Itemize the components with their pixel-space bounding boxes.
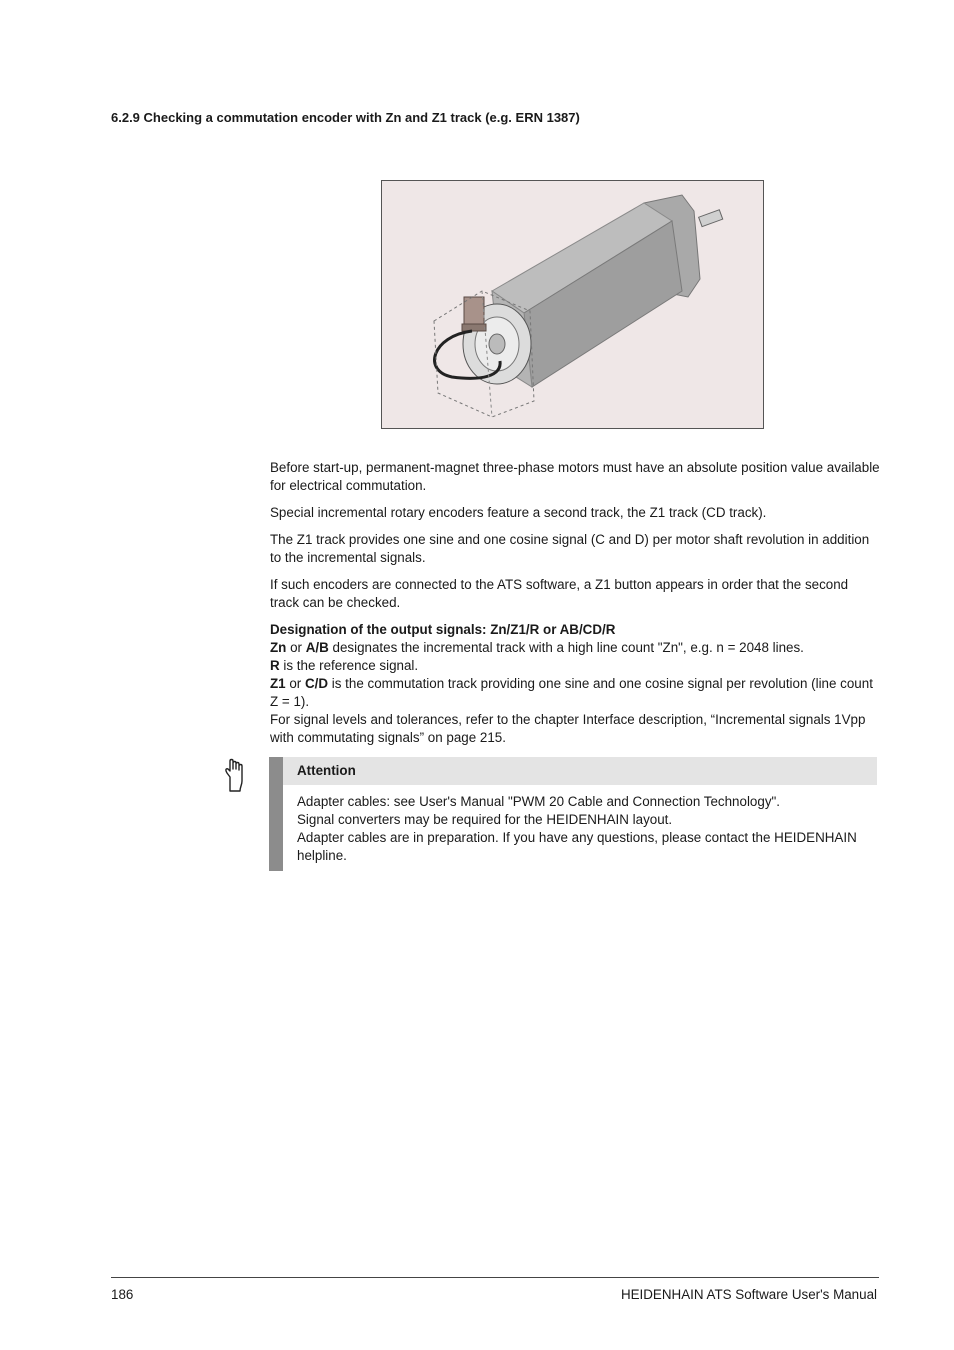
connector-word: or [286, 640, 306, 655]
motor-encoder-illustration [381, 180, 764, 429]
zn-term: Zn [270, 640, 287, 655]
output-signal-designation [270, 621, 880, 747]
page-number: 186 [111, 1287, 134, 1302]
designation-title: Designation of the output signals: Zn/Z1/R or AB/CD/R [270, 622, 616, 637]
attention-note [269, 757, 877, 871]
zn-description [270, 639, 880, 657]
paragraph: Special incremental rotary encoders feature a second track, the Z1 track (CD track). [270, 505, 767, 520]
body-text [270, 459, 880, 747]
section-heading: 6.2.9 Checking a commutation encoder with Zn and Z1 track (e.g. ERN 1387) [111, 110, 580, 125]
cd-term: C/D [305, 676, 329, 691]
z1-term: Z1 [270, 676, 286, 691]
z1-text: is the commutation track providing one sine and one cosine signal per revolution (line count Z = 1). [270, 676, 873, 709]
note-title: Attention [283, 757, 877, 785]
r-text: is the reference signal. [279, 658, 419, 673]
paragraph: The Z1 track provides one sine and one cosine signal (C and D) per motor shaft revolution in addition to the incremental signals. [270, 532, 870, 565]
footer-divider [111, 1277, 879, 1278]
pointing-hand-icon [222, 757, 248, 793]
ab-term: A/B [305, 640, 329, 655]
connector-word: or [285, 676, 305, 691]
r-term: R [270, 658, 280, 673]
signal-levels-reference: For signal levels and tolerances, refer to the chapter Interface description, “Incremental signals 1Vpp with commutating signals” on page 215. [270, 712, 866, 745]
paragraph: Before start-up, permanent-magnet three-phase motors must have an absolute position value available for electrical commutation. [270, 460, 880, 493]
note-line: Adapter cables are in preparation. If you have any questions, please contact the HEIDENHAIN helpline. [297, 830, 857, 863]
r-description [270, 657, 880, 675]
manual-title: HEIDENHAIN ATS Software User's Manual [620, 1287, 877, 1302]
zn-text: designates the incremental track with a high line count "Zn", e.g. n = 2048 lines. [328, 640, 804, 655]
note-line: Signal converters may be required for the HEIDENHAIN layout. [297, 812, 673, 827]
z1-description [270, 675, 880, 711]
paragraph: If such encoders are connected to the ATS software, a Z1 button appears in order that the second track can be checked. [270, 577, 849, 610]
note-body [283, 785, 877, 865]
note-line: Adapter cables: see User's Manual "PWM 20 Cable and Connection Technology". [297, 794, 780, 809]
